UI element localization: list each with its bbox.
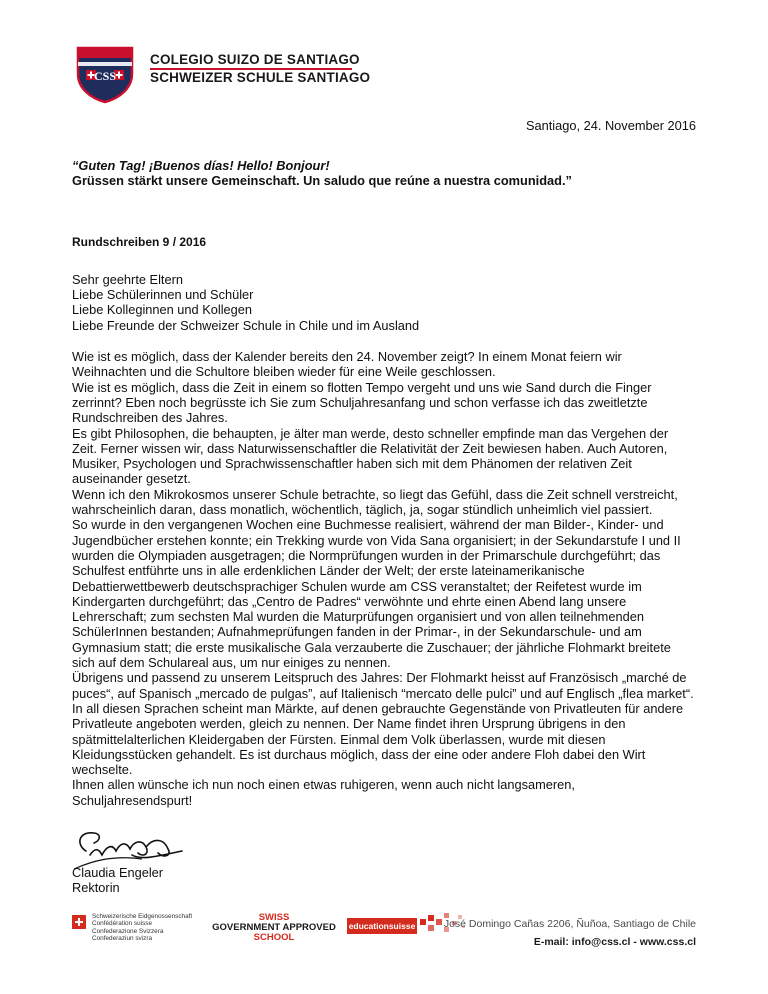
salutation-line: Liebe Freunde der Schweizer Schule in Chile und im Ausland <box>72 317 420 333</box>
salutations <box>72 272 696 333</box>
salutation-line: Sehr geehrte Eltern <box>72 271 183 287</box>
school-name-es: COLEGIO SUIZO DE SANTIAGO <box>150 52 360 67</box>
swiss-flag-icon <box>72 915 86 929</box>
school-crest-logo <box>74 44 136 104</box>
salutation-line: Liebe Schülerinnen und Schüler <box>72 287 254 303</box>
paragraph: Übrigens und passend zu unserem Leitspruch des Jahres: Der Flohmarkt heisst auf Französisch „marché de puces“, auf Spanisch „mercado de pulgas”, auf Italienisch “mercato delle pulci” und auf Englisch „flea market“. In all diesen Sprachen scheint man Märkte, auf denen gebrauchte Gegenstände von Privatleuten für andere Privatleute angeboten werden, gleich zu nennen. Der Name findet ihren Ursprung übrigens in den spätmittelalterlichen Kleidergaben der Fürsten. Einmal dem Volk überlassen, wurde mit diesen Kleidungsstücken gehandelt. Es ist durchaus möglich, dass der eine oder andere Floh dabei den Wirt wechselte. <box>72 670 694 778</box>
motto <box>72 158 696 189</box>
motto-greeting: “Guten Tag! ¡Buenos días! Hello! Bonjour! <box>72 158 330 173</box>
paragraph: Ihnen allen wünsche ich nun noch einen etwas ruhigeren, wenn auch nicht langsameren, Schuljahresendspurt! <box>72 777 575 808</box>
school-contact <box>444 915 696 951</box>
salutation-line: Liebe Kolleginnen und Kollegen <box>72 302 253 318</box>
approved-line-3: SCHOOL <box>253 932 295 943</box>
letter-footer <box>0 905 768 965</box>
school-address: José Domingo Cañas 2206, Ñuñoa, Santiago de Chile <box>443 918 696 930</box>
letter-paragraphs <box>72 349 696 808</box>
paragraph: So wurde in den vergangenen Wochen eine Buchmesse realisiert, während der man Bilder-, Kinder- und Jugendbücher erstehen konnte; ein Trekking wurde von Vida Sana organisiert; in der Sekundarstufe I und II wurden die Olympiaden ausgetragen; die Normprüfungen wurden in der Primarschule durchgeführt; das Schulfest entführte uns in alle erdenklichen Länder der Welt; der erste lateinamerikanische Debattierwettbewerb deutschsprachiger Schulen wurde am CSS veranstaltet; der Reifetest wurde im Kindergarten durchgeführt; das „Centro de Padres“ verwöhnte und ehrte einen Abend lang unsere Lehrerschaft; zum sechsten Mal wurden die Maturprüfungen organisiert und von allen teilnehmenden SchülerInnen bestanden; Aufnahmeprüfungen fanden in der Primar-, in der Sekundarschule- und am Gymnasium statt; die erste musikalische Gala verzauberte die Zuschauer; der jährliche Flohmarkt breitete sich auf dem Schulareal aus, um nur einiges zu nennen. <box>72 517 681 671</box>
approved-line-2: GOVERNMENT APPROVED <box>212 922 336 933</box>
approved-line-1: SWISS <box>258 912 290 923</box>
paragraph: Wie ist es möglich, dass der Kalender bereits den 24. November zeigt? In einem Monat feiern wir Weihnachten und die Schultore bleiben wieder für eine Weile geschlossen. <box>72 349 622 380</box>
confed-line: Schweizerische Eidgenossenschaft <box>92 913 193 920</box>
letter-date: Santiago, 24. November 2016 <box>525 118 696 133</box>
swiss-approved-school-badge <box>208 913 340 943</box>
educationsuisse-logo: educationsuisse <box>347 918 417 934</box>
signer-role: Rektorin <box>72 880 120 896</box>
swiss-confederation-label <box>92 913 192 943</box>
confed-line: Confédération suisse <box>92 920 153 928</box>
school-name-de: SCHWEIZER SCHULE SANTIAGO <box>150 70 371 85</box>
school-email-web: E-mail: info@css.cl - www.css.cl <box>533 936 696 948</box>
paragraph: Wie ist es möglich, dass die Zeit in einem so flotten Tempo vergeht und uns wie Sand durch die Finger zerrinnt? Eben noch begrüsste ich Sie zum Schuljahresanfang und schon verfasse ich das zweitletzte Rundschreiben des Jahres. <box>72 379 652 426</box>
circular-title: Rundschreiben 9 / 2016 <box>72 234 207 249</box>
letter-body <box>72 158 696 808</box>
signer-name: Claudia Engeler <box>72 865 164 880</box>
confed-line: Confederaziun svizra <box>92 935 153 943</box>
signer-block <box>72 865 163 896</box>
motto-subline: Grüssen stärkt unsere Gemeinschaft. Un saludo que reúne a nuestra comunidad.” <box>72 173 572 189</box>
confed-line: Confederazione Svizzera <box>92 927 164 935</box>
paragraph: Es gibt Philosophen, die behaupten, je älter man werde, desto schneller empfinde man das Vergehen der Zeit. Ferner wissen wir, dass Naturwissenschaftler die Relativität der Zeit bewiesen haben. Auch Autoren, Musiker, Psychologen und Sprachwissenschaftler haben sich mit dem Phänomen der relativen Zeit auseinander gesetzt. <box>72 425 669 487</box>
header-divider <box>150 68 352 70</box>
svg-text:CSS: CSS <box>93 69 117 83</box>
paragraph: Wenn ich den Mikrokosmos unserer Schule betrachte, so liegt das Gefühl, dass die Zeit schnell verstreicht, wahrscheinlich daran, dass monatlich, wöchentlich, täglich, ja, sogar stündlich unheimlich viel passiert. <box>72 486 678 518</box>
